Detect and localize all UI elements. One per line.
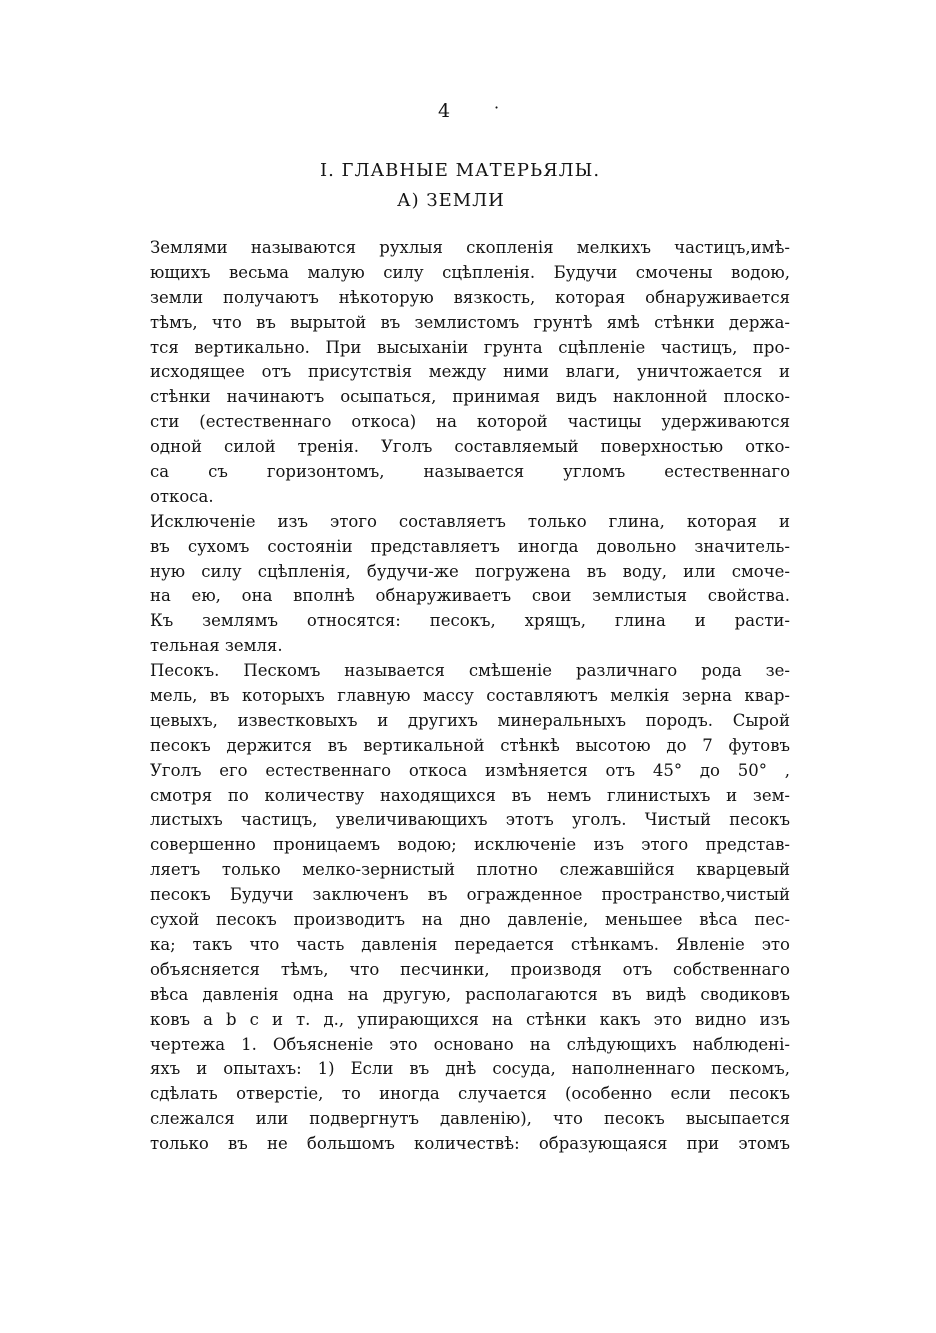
text-line: цевыхъ, известковыхъ и другихъ минеральныхъ породъ. Сырой (150, 710, 790, 730)
text-line: тельная земля. (150, 636, 283, 656)
text-line: ковъ а b c и т. д., упирающихся на стѣнки какъ это видно изъ (150, 1009, 790, 1029)
text-line: ляетъ только мелко-зернистый плотно слежавшійся кварцевый (150, 860, 790, 880)
text-line: вѣса давленія одна на другую, располагаются въ видѣ сводиковъ (150, 984, 790, 1004)
section-title: I. ГЛАВНЫЕ МАТЕРЬЯЛЫ. (320, 160, 601, 181)
subsection-title: А) ЗЕМЛИ (397, 190, 505, 211)
text-line: откоса. (150, 486, 214, 506)
text-line: стѣнки начинаютъ осыпаться, принимая видъ наклонной плоско- (150, 387, 790, 407)
text-line: Къ землямъ относятся: песокъ, хрящъ, глина и расти- (150, 611, 790, 631)
text-line: сдѣлать отверстіе, то иногда случается (особенно если песокъ (150, 1084, 790, 1104)
text-line: тся вертикально. При высыханіи грунта сцѣпленіе частицъ, про- (150, 337, 790, 357)
text-line: тѣмъ, что въ вырытой въ землистомъ грунтѣ ямѣ стѣнки держа- (150, 312, 790, 332)
text-line: только въ не большомъ количествѣ: образующаяся при этомъ (150, 1134, 790, 1154)
text-line: Уголъ его естественнаго откоса измѣняется отъ 45° до 50° , (150, 760, 790, 780)
text-line: мель, въ которыхъ главную массу составляютъ мелкія зерна квар- (150, 686, 790, 706)
text-line: песокъ Будучи заключенъ въ огражденное пространство,чистый (150, 885, 790, 905)
text-line: земли получаютъ нѣкоторую вязкость, которая обнаруживается (150, 287, 790, 307)
text-line: въ сухомъ состояніи представляетъ иногда довольно значитель- (150, 536, 790, 556)
text-line: Песокъ. Пескомъ называется смѣшеніе различнаго рода зе- (150, 661, 790, 681)
text-line: са съ горизонтомъ, называется угломъ естественнаго (150, 462, 790, 482)
text-line: Исключеніе изъ этого составляетъ только глина, которая и (150, 511, 790, 531)
text-line: слежался или подвергнутъ давленію), что песокъ высыпается (150, 1109, 790, 1129)
text-line: чертежа 1. Объясненіе это основано на слѣдующихъ наблюдені- (150, 1034, 790, 1054)
text-line: Землями называются рухлыя скопленія мелкихъ частицъ,имѣ- (150, 238, 790, 257)
text-line: совершенно проницаемъ водою; исключеніе изъ этого представ- (150, 835, 790, 855)
page-mark: · (494, 98, 500, 117)
text-line: яхъ и опытахъ: 1) Если въ днѣ сосуда, наполненнаго пескомъ, (150, 1059, 790, 1079)
text-line: исходящее отъ присутствія между ними влаги, уничтожается и (150, 362, 790, 382)
text-line: на ею, она вполнѣ обнаруживаетъ свои землистыя свойства. (150, 586, 790, 606)
page-number: 4 (438, 100, 451, 122)
text-line: объясняется тѣмъ, что песчинки, производя отъ собственнаго (150, 959, 790, 979)
text-line: ющихъ весьма малую силу сцѣпленія. Будучи смочены водою, (150, 262, 790, 282)
text-line: смотря по количеству находящихся въ немъ глинистыхъ и зем- (150, 785, 790, 805)
text-line: одной силой тренія. Уголъ составляемый поверхностью отко- (150, 437, 790, 457)
text-line: песокъ держится въ вертикальной стѣнкѣ высотою до 7 футовъ (150, 735, 790, 755)
text-line: ка; такъ что часть давленія передается стѣнкамъ. Явленіе это (150, 934, 790, 954)
text-line: сти (естественнаго откоса) на которой частицы удерживаются (150, 412, 790, 432)
body-text (150, 236, 790, 1157)
text-line: ную силу сцѣпленія, будучи-же погружена въ воду, или смоче- (150, 561, 790, 581)
text-line: сухой песокъ производитъ на дно давленіе, меньшее вѣса пес- (150, 910, 790, 930)
text-line: листыхъ частицъ, увеличивающихъ этотъ уголъ. Чистый песокъ (150, 810, 790, 830)
